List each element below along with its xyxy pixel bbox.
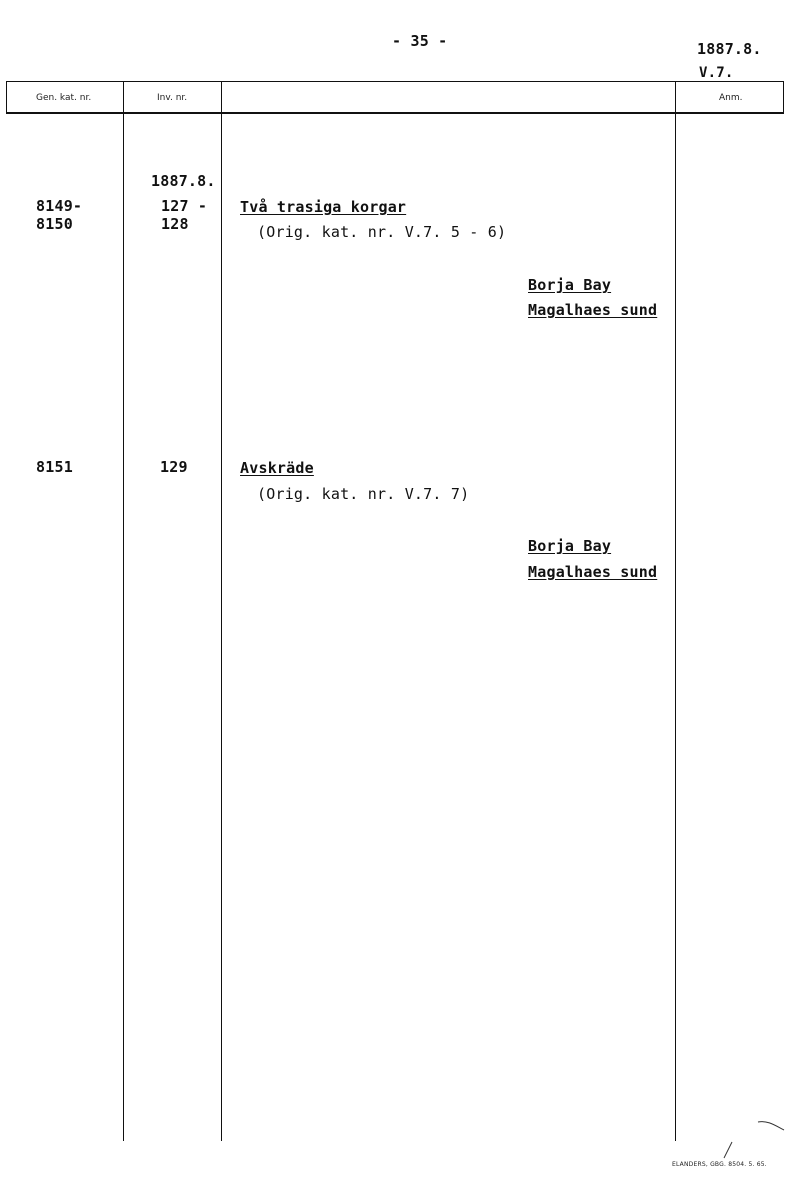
original-catalog-number: (Orig. kat. nr. V.7. 5 - 6) (257, 223, 507, 241)
corner-volume: V.7. (699, 65, 734, 81)
inv-nr: 129 (160, 458, 188, 476)
locality-region: Magalhaes sund (528, 301, 658, 319)
accession-year: 1887.8. (151, 172, 216, 190)
column-header-gen-kat-nr: Gen. kat. nr. (36, 93, 92, 103)
object-title: Avskräde (240, 459, 314, 477)
column-header-inv-nr: Inv. nr. (157, 93, 188, 103)
corner-accession: 1887.8. (697, 40, 762, 58)
locality-place: Borja Bay (528, 276, 612, 294)
column-divider-2 (221, 81, 222, 1141)
gen-kat-nr-start: 8149- (36, 197, 83, 215)
left-border (6, 81, 7, 113)
column-header-anm: Anm. (719, 93, 743, 103)
object-title: Två trasiga korgar (240, 198, 407, 216)
column-divider-1 (123, 81, 124, 1141)
gen-kat-nr-end: 8150 (36, 215, 73, 233)
right-border (783, 81, 784, 113)
locality-place: Borja Bay (528, 537, 612, 555)
column-divider-3 (675, 81, 676, 1141)
page-number: - 35 - (392, 32, 448, 50)
inv-nr-start: 127 - (161, 197, 208, 215)
printer-mark: ELANDERS, GBG. 8504. 5. 65. (672, 1161, 767, 1168)
gen-kat-nr: 8151 (36, 458, 73, 476)
locality-region: Magalhaes sund (528, 563, 658, 581)
inv-nr-end: 128 (161, 215, 189, 233)
original-catalog-number: (Orig. kat. nr. V.7. 7) (257, 485, 470, 503)
signature-mark (718, 1112, 788, 1162)
